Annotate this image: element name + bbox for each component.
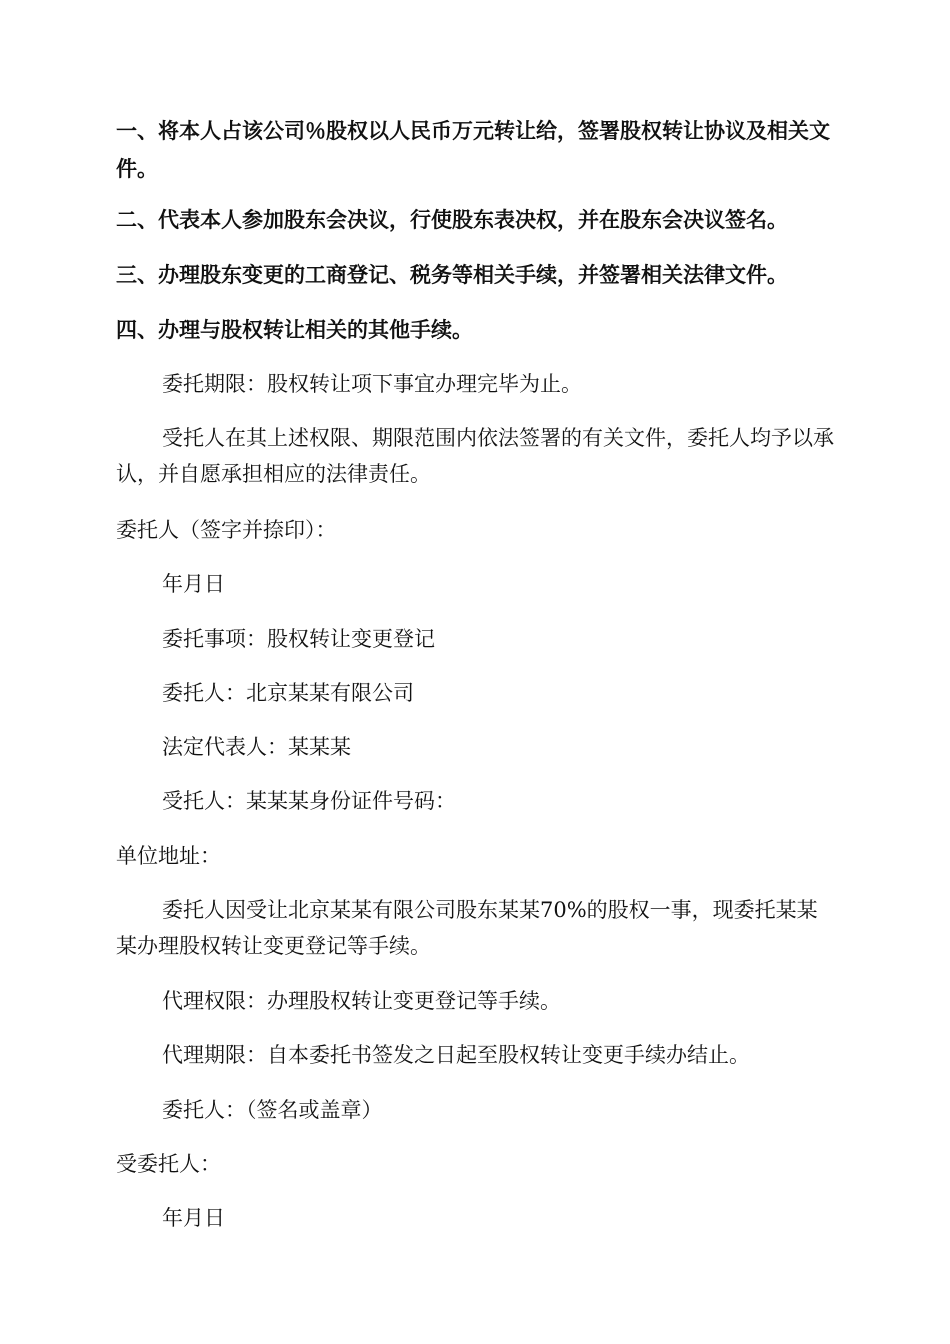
date-line-1: 年月日 <box>162 572 225 596</box>
date-line-2: 年月日 <box>162 1206 225 1230</box>
principal-sign-label: 委托人（签字并捺印）： <box>116 518 337 542</box>
item-2: 二、代表本人参加股东会决议，行使股东表决权，并在股东会决议签名。 <box>116 208 788 232</box>
agency-period: 代理期限：自本委托书签发之日起至股权转让变更手续办结止。 <box>162 1043 750 1067</box>
legal-representative: 法定代表人：某某某 <box>162 735 351 759</box>
agency-scope: 代理权限：办理股权转让变更登记等手续。 <box>162 989 561 1013</box>
agent-id: 受托人：某某某身份证件号码： <box>162 789 456 813</box>
principal-seal: 委托人：（签名或盖章） <box>162 1098 383 1122</box>
item-1: 一、将本人占该公司％股权以人民币万元转让给，签署股权转让协议及相关文件。 <box>116 119 830 181</box>
agent-sign-label: 受委托人： <box>116 1152 221 1176</box>
item-3: 三、办理股东变更的工商登记、税务等相关手续，并签署相关法律文件。 <box>116 263 788 287</box>
acknowledgement: 受托人在其上述权限、期限范围内依法签署的有关文件，委托人均予以承认，并自愿承担相应的法律责任。 <box>116 426 834 486</box>
unit-address: 单位地址： <box>116 844 221 868</box>
entrust-period: 委托期限：股权转让项下事宜办理完毕为止。 <box>162 372 582 396</box>
principal-name: 委托人：北京某某有限公司 <box>162 681 414 705</box>
entrust-matter: 委托事项：股权转让变更登记 <box>162 627 435 651</box>
entrust-statement: 委托人因受让北京某某有限公司股东某某70%的股权一事，现委托某某某办理股权转让变更登记等手续。 <box>116 898 818 958</box>
item-4: 四、办理与股权转让相关的其他手续。 <box>116 318 473 342</box>
